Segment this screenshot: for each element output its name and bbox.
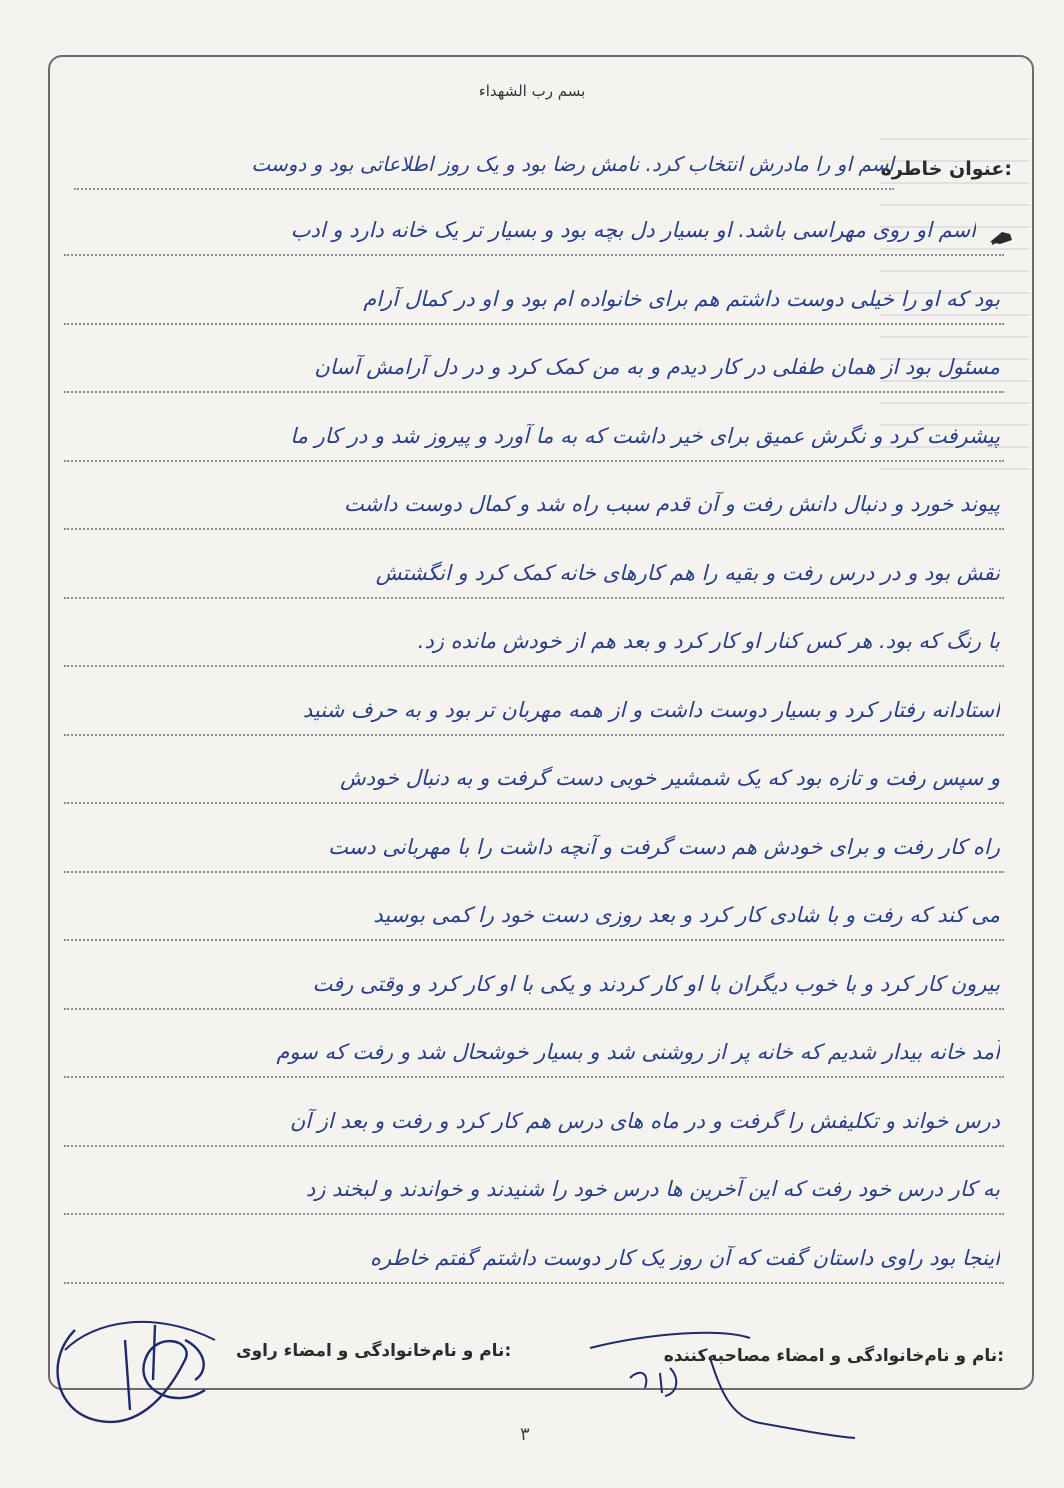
handwritten-line: به کار درس خود رفت که این آخرین ها درس خود را شنیدند و خواندند و لبخند زد (305, 1177, 1000, 1201)
narrator-signature (35, 1300, 245, 1460)
dotted-rule-line (64, 254, 1004, 256)
title-dotted-line (74, 188, 894, 190)
dotted-rule-line (64, 665, 1004, 667)
interviewer-signature (570, 1318, 870, 1448)
dotted-rule-line (64, 1008, 1004, 1010)
dotted-rule-line (64, 1282, 1004, 1284)
dotted-rule-line (64, 1213, 1004, 1215)
page-number: ۳ (520, 1424, 530, 1445)
handwritten-line: پیشرفت کرد و نگرش عمیق برای خیر داشت که به ما آورد و پیروز شد و در کار ما (290, 423, 1000, 448)
handwritten-line: بیرون کار کرد و با خوب دیگران با او کار کردند و یکی با او کار کرد و وقتی رفت (312, 971, 1000, 996)
dotted-rule-line (64, 1076, 1004, 1078)
dotted-rule-line (64, 734, 1004, 736)
handwritten-line: پیوند خورد و دنبال دانش رفت و آن قدم سبب راه شد و کمال دوست داشت (344, 492, 1000, 516)
dotted-rule-line (64, 597, 1004, 599)
dotted-rule-line (64, 1145, 1004, 1147)
dotted-rule-line (64, 460, 1004, 462)
memory-title-label: عنوان خاطره: (880, 158, 1012, 180)
dotted-rule-line (64, 871, 1004, 873)
handwritten-line: بود که او را خیلی دوست داشتم هم برای خانواده ام بود و او در کمال آرام (363, 286, 1000, 311)
dotted-rule-line (64, 391, 1004, 393)
memory-title-text: اسم او را مادرش انتخاب کرد. نامش رضا بود و یک روز اطلاعاتی بود و دوست (251, 152, 894, 176)
writing-hand-icon (988, 228, 1014, 248)
bismillah-header: بسم رب الشهداء (478, 82, 586, 100)
dotted-rule-line (64, 528, 1004, 530)
handwritten-line: اینجا بود راوی داستان گفت که آن روز یک کار دوست داشتم گفتم خاطره (369, 1245, 1000, 1270)
handwritten-line: آمد خانه بیدار شدیم که خانه پر از روشنی شد و بسیار خوشحال شد و رفت که سوم (276, 1040, 1000, 1064)
handwritten-line: نقش بود و در درس رفت و بقیه را هم کارهای خانه کمک کرد و انگشتش (375, 560, 1000, 585)
handwritten-line: استادانه رفتار کرد و بسیار دوست داشت و از همه مهربان تر بود و به حرف شنید (302, 697, 1000, 722)
dotted-rule-line (64, 323, 1004, 325)
handwritten-line: اسم او روی مهراسی باشد. او بسیار دل بچه بود و بسیار تر یک خانه دارد و ادب (290, 218, 976, 242)
handwritten-line: راه کار رفت و برای خودش هم دست گرفت و آنچه داشت را با مهربانی دست (328, 834, 1000, 859)
handwritten-line: با رنگ که بود. هر کس کنار او کار کرد و بعد هم از خودش مانده زد. (417, 629, 1000, 653)
narrator-signature-label: نام و نام‌خانوادگی و امضاء راوی: (236, 1341, 512, 1361)
dotted-rule-line (64, 939, 1004, 941)
handwritten-line: مسئول بود از همان طفلی در کار دیدم و به من کمک کرد و در دل آرامش آسان (314, 355, 1000, 379)
handwritten-line: و سپس رفت و تازه بود که یک شمشیر خوبی دست گرفت و به دنبال خودش (340, 766, 1000, 790)
handwritten-line: می کند که رفت و با شادی کار کرد و بعد روزی دست خود را کمی بوسید (373, 903, 1000, 927)
interviewer-signature-label: نام و نام‌خانوادگی و امضاء مصاحبه‌کننده: (663, 1346, 1004, 1366)
handwritten-line: درس خواند و تکلیفش را گرفت و در ماه های درس هم کار کرد و رفت و بعد از آن (289, 1108, 1000, 1133)
dotted-rule-line (64, 802, 1004, 804)
